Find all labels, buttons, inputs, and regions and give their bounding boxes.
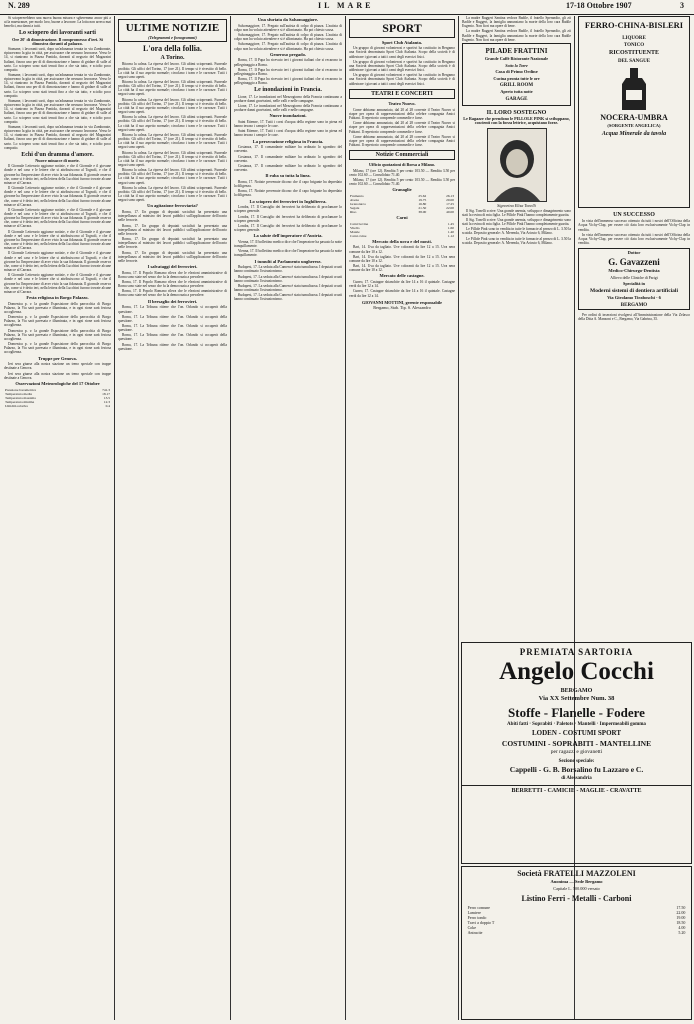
dentist-ad <box>578 248 690 310</box>
listino-row <box>467 930 687 935</box>
article-body-eco: Il Giornale Letterario aggiunse notizie, e che il Giornale e il giovane donde e nel caso e le lettere che si attribuiscono al Tognoli, e che il giovane ha l'impressione di aver visto la sua fidanzata. Il giornale osserva che, come si è detto ieri, nella lettera della Lucchini furono trovate alcune minacce al Carrara. <box>4 164 111 185</box>
article-body-uova: Bari, 14. Uva da tagliato. Uve coloranti da lire 12 a 15. Uva nera comune da lire 10 a 12. <box>349 264 455 273</box>
headline-torino: A Torino. <box>160 55 185 62</box>
article-body-francia: Lione, 17. Le inondazioni nel Mezzogiorno della Francia continuano a produrre danni gravissimi, nelle valli e nelle campagne. <box>234 94 342 103</box>
weather-row-cell: 741.3 <box>102 387 110 392</box>
article-body-follia: Ritorna la calma. La ripresa del lavoro. Gli ultimi scioperanti. Funerale proibito. Gli uffici del Torino, 17 (ore 21). Il tempo si è rivestito di bello. La città ha il suo aspetto normale; circolano i tram e le carrozze. Tutti i negozi sono aperti. <box>118 132 227 150</box>
column-rule <box>458 16 459 1020</box>
carni-table <box>349 222 455 238</box>
bisleri-line3: RICOSTITUENTE <box>608 50 659 57</box>
dentist-title: Dottor <box>627 250 641 256</box>
headline-osservazioni: Osservazioni Meteorologiche del 17 Ottobre <box>15 380 100 386</box>
dentist-city: BERGAMO <box>620 302 648 308</box>
column-rule <box>230 16 231 1020</box>
bottle-icon <box>614 66 654 112</box>
article-body-nuove-inondazioni: Saint Etienne, 17. Tutti i corsi d'acqua della regione sono in piena ed hanno invaso i campi e le case. <box>234 119 342 129</box>
headline-pregado: Generoso pregado. <box>269 51 307 57</box>
article-body-sport: Un gruppo di giovani volonterosi e sportivi ha costituito in Bergamo una Società denominata Sport Club Atalanta. Scopo della società è di addestrare i giovani a tutti i rami degli esercizi fisici. <box>349 59 455 73</box>
sport-box <box>349 19 455 38</box>
mazzoleni-sub2: Capitale L. 500.000 versato <box>553 886 600 892</box>
article-body-truppe: Ieri sera giunse alla nostra stazione un treno speciale con truppe destinate a Genova. <box>4 362 111 371</box>
listino-row-cell: Lamiere <box>467 909 481 915</box>
subhead-sciopero: Ore 20' di dimostrazione. Il compromesso d'ieri. Si dimostra davanti al palazzo. <box>12 36 103 46</box>
cocchi-alessandria: di Alessandria <box>561 775 592 781</box>
article-body-pregado: Roma, 17. Il Papa ha ricevuto ieri i giovani italiani che si recarono in pellegrinaggio a Roma. <box>234 77 342 86</box>
mazzoleni-sub: Anonima — Sede Bergamo <box>550 879 603 885</box>
carni-row-cell: Maiale <box>350 229 360 234</box>
bisleri-title: FERRO-CHINA-BISLERI <box>584 20 684 30</box>
article-body-follia: Ritorna la calma. La ripresa del lavoro. Gli ultimi scioperanti. Funerale proibito. Gli uffici del Torino, 17 (ore 21). Il tempo si è rivestito di bello. La città ha il suo aspetto normale; circolano i tram e le carrozze. Tutti i negozi sono aperti. <box>118 185 227 203</box>
headline-bersaglio: Il bersaglio dei ferrovieri. <box>147 298 198 304</box>
headline-ruba: Il ruba su tutta la linea. <box>265 173 311 179</box>
teatri-box <box>349 89 455 99</box>
granaglie-row-cell: Riso <box>350 209 357 214</box>
mazzoleni-listino: Listino Ferri - Metalli - Carboni <box>521 893 632 903</box>
nocera-title: NOCERA-UMBRA <box>600 112 668 122</box>
frattini-line5: Aperto tutta notte <box>500 89 533 95</box>
weather-row-cell: 0.4 <box>105 403 110 408</box>
article-body-borsa: Milano, 17 (ore 12). Rendita 5 per cento 103.50 — Rendita 3.50 per cento 102.60 — Consolidato 71.40. <box>349 177 455 187</box>
granaglie-row-cell: 21.50 <box>418 205 427 210</box>
granaglie-row-cell: 20.00 <box>446 197 454 202</box>
article-body-uova: Bari, 14. Uva da tagliato. Uve coloranti da lire 12 a 15. Uva nera comune da lire 10 a 12. <box>349 245 455 254</box>
article-intro: Si sciopererebbero una nuova buona misura e sgheremmo ancor più a ai la maestranze, per modo loro, buone a lavorare. La lotta non arreca mai benefici, ma danni a tutti. <box>4 16 111 29</box>
article-body-teatro: Come abbiamo annunziato, dal 20 al 28 corrente il Teatro Nuovo si riapre per opera di rappresentazioni della celebre compagnia Amici Fabiani. Il repertorio comprende commedie e farse. <box>349 107 455 121</box>
article-body-eco: Il Giornale Letterario aggiunse notizie, e che il Giornale e il giovane donde e nel caso e le lettere che si attribuiscono al Tognoli, e che il giovane ha l'impressione di aver visto la sua fidanzata. Il giornale osserva che, come si è detto ieri, nella lettera della Lucchini furono trovate alcune minacce al Carrara. <box>4 207 111 229</box>
masthead: IL MARE <box>318 1 374 10</box>
headline-sciopero: Lo sciopero dei lavoranti sarti <box>19 30 96 37</box>
frattini-line1: Sotto la Torre <box>505 62 528 68</box>
article-body-persecuzione: Costanza, 17. Il comandante militare ha ordinato lo sgombro del convento. <box>234 154 342 163</box>
frattini-line2: Casa di Primo Ordine <box>495 68 538 74</box>
bisleri-ad <box>578 16 690 208</box>
bisleri-line2: TONICO <box>623 43 645 49</box>
headline-francia: Le inondazioni in Francia. <box>254 87 322 94</box>
dentist-addr: Via Girolamo Tiraboschi - 6 <box>607 295 661 301</box>
listino-row-cell: Travi a doppio T <box>467 919 495 925</box>
issue-date: 17-18 Ottobre 1907 <box>566 1 632 10</box>
weather-row-cell: Temperatura minima <box>5 399 35 404</box>
portrait-caption: Signorina Elisa Tonelli <box>497 202 536 208</box>
headline-follia: L'ora della follia. <box>143 43 202 53</box>
cocchi-ragazzi: per ragazzi e giovanetti <box>550 748 603 755</box>
carni-row-cell: 1.60 <box>447 225 454 230</box>
weather-row <box>4 404 111 408</box>
article-body-bersaglio: Roma, 17. La Tribuna ritiene che l'on. Orlando si occuperà della questione. <box>118 333 227 342</box>
article-body-festa: Domenica p. v. la grande Esposizione della parrocchia di Borgo Palazzo, la Via sarà pavesata e illuminata, e in ogni rione sarà festosa accoglienza. <box>4 301 111 314</box>
article-body-sport: Un gruppo di giovani volonterosi e sportivi ha costituito in Bergamo una Società denominata Sport Club Atalanta. Scopo della società è di addestrare i giovani a tutti i rami degli esercizi fisici. <box>349 46 455 59</box>
weather-row-cell: 18.17 <box>102 391 110 396</box>
article-body-persecuzione: Costanza, 17. Il comandante militare ha ordinato lo sgombro del convento. <box>234 145 342 154</box>
article-body-agitazione: Roma, 17. Un gruppo di deputati socialisti ha presentato una interpellanza al ministro dei lavori pubblici sull'applicazione dell'orario nelle ferrovie. <box>118 210 227 223</box>
cocchi-cappelli: Cappelli - G. B. Borsalino fu Lazzaro e C. <box>509 764 644 774</box>
article-body-sciopero: Stamane, i lavoranti sarti, dopo un'adunanza tenuta in via Zambonate, ripiacevano la gita in città, per assicurare che nessuno lavorasse. Verso le 14, si riunirono in Piazza Pontida, davanti al negozio del Magazzini Italiani, finora uno per dì di dimostrazione e hanno di gridare dì sulle al sarto. Lo sciopero sono stati tenuti fino a che sia tutto, e sciolto poco compatto. <box>4 98 111 124</box>
article-body-pink2: Le Pillole Pink sono in vendita in tutte le farmacie al prezzo di L. 3.50 la scatola. Deposito generale: A. Merenda, Via Ariosto 6, Milano. <box>462 227 571 236</box>
granaglie-row <box>349 210 455 214</box>
article-body-sciopero: Stamane, i lavoranti sarti, dopo un'adunanza tenuta in via Zambonate, ripiacevano la gita in città, per assicurare che nessuno lavorasse. Verso le 14, si riunirono in Piazza Pontida, davanti al negozio del Magazzini Italiani, finora uno per dì di dimostrazione e hanno di gridare dì sulle al sarto. Lo sciopero sono stati tenuti fino a che sia tutto, e sciolto poco compatto. <box>4 124 111 150</box>
dentist-role: Medico-Chirurgo-Dentista <box>608 268 660 274</box>
sport-title: SPORT <box>382 21 422 35</box>
article-body-castagne: Cuneo, 17. Castagne sbianchite da lire 14 a 16 il quintale. Castagne verdi da lire 12 a 14. <box>349 289 455 298</box>
cocchi-berretti: BERRETTI - CAMICIE - MAGLIE - CRAVATTE <box>462 785 691 794</box>
article-body-pink2: Le Pillole Pink sono in vendita in tutte le farmacie al prezzo di L. 3.50 la scatola. Deposito generale: A. Merenda, Via Ariosto 6, Milano. <box>462 236 571 245</box>
dentist-spec2: Moderni sistemi di dentiera artificiali <box>590 287 678 294</box>
weather-table <box>4 388 111 408</box>
cocchi-sezione: Sezione speciale: <box>558 758 595 764</box>
article-body-follia: Ritorna la calma. La ripresa del lavoro. Gli ultimi scioperanti. Funerale proibito. Gli uffici del Torino, 17 (ore 21). Il tempo si è rivestito di bello. La città ha il suo aspetto normale; circolano i tram e le carrozze. Tutti i negozi sono aperti. <box>118 62 227 79</box>
cocchi-costumini: COSTUMINI - SOPRABITI - MANTELLINE <box>501 739 652 749</box>
headline-uova: Mercato della uova e del mosti. <box>372 238 432 244</box>
frattini-title: PILADE FRATTINI <box>485 46 548 55</box>
column-6 <box>578 16 690 640</box>
dentist-spec: Specialità in <box>623 281 645 287</box>
article-body-follia: Ritorna la calma. La ripresa del lavoro. Gli ultimi scioperanti. Funerale proibito. Gli uffici del Torino, 17 (ore 21). Il tempo si è rivestito di bello. La città ha il suo aspetto normale; circolano i tram e le carrozze. Tutti i negozi sono aperti. <box>118 168 227 185</box>
notizie-subtitle: Ufficio quotazioni di Borsa a Milano. <box>368 162 436 168</box>
page-header <box>0 0 694 15</box>
listino-table <box>467 905 687 935</box>
article-body-pink: Il Sig. Tonelli scrive: Una grande anemia, sviluppo e dimagrimento sono stati la rovina di mia figlia. Le Pillole Pink l'hanno completamente guarita. <box>462 208 571 217</box>
granaglie-row-cell: 16.80 <box>418 201 427 206</box>
headline-eco: Echi d'un dramma d'amore. <box>21 151 94 158</box>
bisleri-line4: DEL SANGUE <box>617 58 651 64</box>
article-body-borsa: Milano, 17 (ore 12). Rendita 5 per cento 103.50 — Rendita 3.50 per cento 102.60 — Consolidato 71.40. <box>349 168 455 177</box>
article-body-bersaglio: Roma, 17. La Tribuna ritiene che l'on. Orlando si occuperà della questione. <box>118 305 227 314</box>
article-body-truppe: Ieri sera giunse alla nostra stazione un treno speciale con truppe destinate a Genova. <box>4 371 111 380</box>
column-rule <box>114 16 115 1020</box>
dentist-sub: Allievo delle Cliniche di Parigi <box>610 276 658 281</box>
headline-persecuzione: La persecuzione religiosa in Francia. <box>252 138 324 144</box>
article-body-ruba: Roma, 17. Notizie pervenute dicono che il capo brigante ha depredato la diligenza. <box>234 189 342 198</box>
granaglie-row-cell: 38.00 <box>418 209 427 214</box>
column-3 <box>234 16 342 1022</box>
article-body-salsomaggiore: Salsomaggiore, 17. Pregato sull'autista di colpo di piazza. L'autista di colpo non ha voluto attendere e si è allontanato. Ha poi chiesto scusa. <box>234 23 342 32</box>
headline-castagne: Mercato delle castagne. <box>379 273 425 279</box>
cocchi-city: BERGAMO <box>560 687 593 694</box>
article-body-sport: Un gruppo di giovani volonterosi e sportivi ha costituito in Bergamo una Società denominata Sport Club Atalanta. Scopo della società è di addestrare i giovani a tutti i rami degli esercizi fisici. <box>349 73 455 86</box>
headline-sostegno: IL LORO SOSTEGNO <box>486 109 547 116</box>
frattini-line6: GARAGE <box>505 96 528 102</box>
subhead-eco: Nuove minacce di morte. <box>35 158 80 164</box>
article-body-teatro: Come abbiamo annunziato, dal 20 al 28 corrente il Teatro Nuovo si riapre per opera di rappresentazioni della celebre compagnia Amici Fabiani. Il repertorio comprende commedie e farse. <box>349 134 455 147</box>
headline-nuove-inondazioni: Nuove inondazioni. <box>269 113 307 119</box>
ultime-notizie-title: ULTIME NOTIZIE <box>125 22 220 34</box>
granaglie-row-cell: 40.00 <box>446 209 454 214</box>
granaglie-row-cell: Avena <box>350 197 359 202</box>
cocchi-stoffe: Stoffe - Flanelle - Fodere <box>508 704 645 720</box>
article-body-follia: Ritorna la calma. La ripresa del lavoro. Gli ultimi scioperanti. Funerale proibito. Gli uffici del Torino, 17 (ore 21). Il tempo si è rivestito di bello. La città ha il suo aspetto normale; circolano i tram e le carrozze. Tutti i negozi sono aperti. <box>118 115 227 132</box>
headline-tumulti: I tumulti al Parlamento ungherese. <box>254 258 322 264</box>
headline-teatro-nuovo: Teatro Nuovo. <box>388 101 416 107</box>
article-body-agitazione: Roma, 17. Un gruppo di deputati socialisti ha presentato una interpellanza al ministro dei lavori pubblici sull'applicazione dell'orario nelle ferrovie. <box>118 250 227 263</box>
subhead-sostegno: Le Ragazze che prendono le PILLOLE PINK si sviluppano, coscienti con la forza lettrice, acquistano forze. <box>463 116 570 126</box>
cocchi-title: PREMIATA SARTORIA <box>519 647 634 657</box>
article-body-tumulti: Budapest, 17. La seduta alla Camera è stata tumultuosa. I deputati croati hanno continuato l'ostruzionismo. <box>234 265 342 274</box>
inserzioni-text: Per ordini di inserzioni rivolgersi all'Amministrazione della Via Zelasco della Ditta A. Manzoni e C., Bergamo, Via Gabrina, 35. <box>578 313 690 322</box>
article-body-tumulti: Budapest, 17. La seduta alla Camera è stata tumultuosa. I deputati croati hanno continuato l'ostruzionismo. <box>234 293 342 302</box>
mazzoleni-ad <box>461 866 692 1020</box>
frattini-subtitle: Grande Caffè Ristorante Nazionale <box>484 56 549 62</box>
granaglie-row-cell: Frumento <box>350 193 364 198</box>
column-5 <box>462 16 571 640</box>
listino-row-cell: Antracite <box>467 929 483 935</box>
notizie-commerciali-title: Notizie Commerciali <box>375 152 429 159</box>
column-1 <box>4 16 111 1022</box>
carni-row-cell: Carni ovine <box>350 233 367 238</box>
notizie-commerciali-box <box>349 150 455 160</box>
granaglie-row-cell: 17.25 <box>446 201 454 206</box>
article-body-imperatore: Vienna, 17. Il bollettino medico dice che l'imperatore ha passato la notte tranquillamente. <box>234 249 342 258</box>
column-2 <box>118 16 227 1022</box>
headline-imperatore: La salute dell'imperatore d'Austria. <box>253 233 323 239</box>
tipografia: Bergamo, Stab. Tip. S. Alessandro <box>373 304 431 310</box>
article-body-sciopero: Stamane, i lavoranti sarti, dopo un'adunanza tenuta in via Zambonate, ripiacevano la gita in città, per assicurare che nessuno lavorasse. Verso le 14, si riunirono in Piazza Pontida, davanti al negozio del Magazzini Italiani, finora uno per dì di dimostrazione e hanno di gridare dì sulle al sarto. Lo sciopero sono stati tenuti fino a che sia tutto, e sciolto poco compatto. <box>4 47 111 72</box>
carni-row-cell: 1.40 <box>447 229 454 234</box>
listino-row-cell: Ferro comune <box>467 904 490 910</box>
granaglie-row-cell: 25.62 <box>418 193 427 198</box>
cocchi-abiti: Abiti fatti · Soprabiti · Paletots · Mantelli · Impermeabili gomma <box>507 722 646 728</box>
frattini-line3: Cucina pronta tutte le ore <box>493 75 540 81</box>
article-body-teatro: Come abbiamo annunziato, dal 20 al 28 corrente il Teatro Nuovo si riapre per opera di rappresentazioni della celebre compagnia Amici Fabiani. Il repertorio comprende commedie e farse. <box>349 121 455 134</box>
column-rule <box>345 16 346 1020</box>
article-body-follia: Ritorna la calma. La ripresa del lavoro. Gli ultimi scioperanti. Funerale proibito. Gli uffici del Torino, 17 (ore 21). Il tempo si è rivestito di bello. La città ha il suo aspetto normale; circolano i tram e le carrozze. Tutti i negozi sono aperti. <box>118 80 227 97</box>
article-body-salsomaggiore: Salsomaggiore, 17. Pregato sull'autista di colpo di piazza. L'autista di colpo non ha voluto attendere e si è allontanato. Ha poi chiesto scusa. <box>234 33 342 42</box>
article-body-tumulti: Budapest, 17. La seduta alla Camera è stata tumultuosa. I deputati croati hanno continuato l'ostruzionismo. <box>234 274 342 283</box>
weather-row-cell: 13.5 <box>103 395 110 400</box>
portrait-image <box>487 128 547 202</box>
listino-row-cell: Ferro tondo <box>467 914 487 920</box>
nocera-slogan: Acqua Minerale da tavola <box>601 131 667 138</box>
weather-row-cell: Temperatura media <box>5 391 33 396</box>
obituary-text: La madre Ruggeri Santina vedova Badile, il fratello Sperandio, gli zii Badile e Ruggeri, la famiglia annunziano la morte della loro cara Badile Eugenio. Non fiori ma opere di bene. <box>462 29 571 42</box>
article-body-eco: Il Giornale Letterario aggiunse notizie, e che il Giornale e il giovane donde e nel caso e le lettere che si attribuiscono al Tognoli, e che il giovane ha l'impressione di aver visto la sua fidanzata. Il giornale osserva che, come si è detto ieri, nella lettera della Lucchini furono trovate alcune minacce al Carrara. <box>4 251 111 273</box>
article-body-eco: Il Giornale Letterario aggiunse notizie, e che il Giornale e il giovane donde e nel caso e le lettere che si attribuiscono al Tognoli, e che il giovane ha l'impressione di aver visto la sua fidanzata. Il giornale osserva che, come si è detto ieri, nella lettera della Lucchini furono trovate alcune minacce al Carrara. <box>4 186 111 207</box>
article-body-successo: In vista dell'immenso successo ottenuto da tutti i nostri dell'Officina della Acqua Vichy-Clap, per essere ciò data loro esclusivamente Vichy-Clap in vendita. <box>578 232 690 246</box>
article-body-bersaglio: Roma, 17. La Tribuna ritiene che l'on. Orlando si occuperà della questione. <box>118 323 227 333</box>
listino-row-cell: 5.20 <box>678 929 686 935</box>
article-body-inghilterra: Londra, 17. Il Consiglio dei ferrovieri ha deliberato di proclamare lo sciopero generale. <box>234 214 342 223</box>
carni-row-cell: Carni bovine <box>350 221 369 226</box>
cocchi-address: Via XX Settembre Num. 38 <box>538 694 615 702</box>
headline-sport: Sport Club Atalanta. <box>381 39 423 45</box>
article-body-castagne: Cuneo, 17. Castagne sbianchite da lire 14 a 16 il quintale. Castagne verdi da lire 12 a 14. <box>349 280 455 289</box>
listino-row-cell: 17.50 <box>676 904 686 910</box>
weather-row-cell: Umidità relativa <box>5 403 28 408</box>
column-4 <box>349 16 455 1022</box>
headline-salvataggio: I salvataggi del ferrovieri. <box>147 263 198 269</box>
teatri-title: TEATRI E CONCERTI <box>371 90 433 97</box>
granaglie-row-cell: 26.13 <box>446 193 454 198</box>
article-body-salvataggio: Roma, 17. Il Popolo Romano rileva che le elezioni amministrative di Roma sono state nel senso che fu la democrazia a prevalere. <box>118 280 227 289</box>
article-body-uova: Bari, 14. Uva da tagliato. Uve coloranti da lire 12 a 15. Uva nera comune da lire 10 a 12. <box>349 254 455 263</box>
article-body-festa: Domenica p. v. la grande Esposizione della parrocchia di Borgo Palazzo, la Via sarà pavesata e illuminata, e in ogni rione sarà festosa accoglienza. <box>4 328 111 341</box>
dentist-name: G. Gavazzeni <box>608 256 660 267</box>
article-body-imperatore: Vienna, 17. Il bollettino medico dice che l'imperatore ha passato la notte tranquillamente. <box>234 239 342 249</box>
headline-salsomaggiore: Una sfuriata da Salsomaggiore. <box>257 17 319 22</box>
article-body-pink: Il Sig. Tonelli scrive: Una grande anemia, sviluppo e dimagrimento sono stati la rovina di mia figlia. Le Pillole Pink l'hanno completamente guarita. <box>462 217 571 227</box>
article-body-francia: Lione, 17. Le inondazioni nel Mezzogiorno della Francia continuano a produrre danni gravissimi, nelle valli e nelle campagne. <box>234 103 342 113</box>
weather-row-cell: 12.3 <box>103 399 110 404</box>
article-body-agitazione: Roma, 17. Un gruppo di deputati socialisti ha presentato una interpellanza al ministro dei lavori pubblici sull'applicazione dell'orario nelle ferrovie. <box>118 237 227 250</box>
listino-row-cell: 19.00 <box>676 914 686 920</box>
page-number-left: N. 289 <box>8 1 30 10</box>
granaglie-table <box>349 194 455 214</box>
article-body-pregado: Roma, 17. Il Papa ha ricevuto ieri i giovani italiani che si recarono in pellegrinaggio a Roma. <box>234 67 342 76</box>
article-body-bersaglio: Roma, 17. La Tribuna ritiene che l'on. Orlando si occuperà della questione. <box>118 342 227 351</box>
article-body-tumulti: Budapest, 17. La seduta alla Camera è stata tumultuosa. I deputati croati hanno continuato l'ostruzionismo. <box>234 283 342 293</box>
weather-row-cell: Pressione barometrica <box>5 387 37 392</box>
article-body-eco: Il Giornale Letterario aggiunse notizie, e che il Giornale e il giovane donde e nel caso e le lettere che si attribuiscono al Tognoli, e che il giovane ha l'impressione di aver visto la sua fidanzata. Il giornale osserva che, come si è detto ieri, nella lettera della Lucchini furono trovate alcune minacce al Carrara. <box>4 273 111 294</box>
listino-row-cell: 18.50 <box>676 919 686 925</box>
ultime-notizie-box <box>118 19 227 42</box>
article-body-persecuzione: Costanza, 17. Il comandante militare ha ordinato lo sgombro del convento. <box>234 163 342 173</box>
article-body-salvataggio: Roma, 17. Il Popolo Romano rileva che le elezioni amministrative di Roma sono state nel senso che fu la democrazia a prevalere. <box>118 289 227 298</box>
headline-granaglie: Granaglie <box>392 187 412 193</box>
bisleri-line1: LIQUORE <box>622 35 646 41</box>
cocchi-ad <box>461 642 692 864</box>
frattini-line4: GRILL ROOM <box>499 83 534 88</box>
article-body-nuove-inondazioni: Saint Etienne, 17. Tutti i corsi d'acqua della regione sono in piena ed hanno invaso i campi e le case. <box>234 129 342 138</box>
nocera-subtitle: (SORGENTE ANGELICA) <box>607 123 661 129</box>
mazzoleni-title: Società FRATELLI MAZZOLENI <box>517 869 636 878</box>
headline-festa: Festa religiosa in Borgo Palazzo. <box>26 294 89 300</box>
headline-truppe: Truppe per Genova. <box>38 355 77 361</box>
article-body-inghilterra: Londra, 17. Il Consiglio dei ferrovieri ha deliberato di proclamare lo sciopero generale. <box>234 223 342 233</box>
cocchi-loden: LODEN - COSTUMI SPORT <box>531 728 621 737</box>
article-body-salvataggio: Roma, 17. Il Popolo Romano rileva che le elezioni amministrative di Roma sono state nel senso che fu la democrazia a prevalere. <box>118 270 227 279</box>
article-body-festa: Domenica p. v. la grande Esposizione della parrocchia di Borgo Palazzo, la Via sarà pavesata e illuminata, e in ogni rione sarà festosa accoglienza. <box>4 315 111 328</box>
listino-row-cell: 22.00 <box>676 909 686 915</box>
article-body-agitazione: Roma, 17. Un gruppo di deputati socialisti ha presentato una interpellanza al ministro dei lavori pubblici sull'applicazione dell'orario nelle ferrovie. <box>118 223 227 236</box>
article-body-eco: Il Giornale Letterario aggiunse notizie, e che il Giornale e il giovane donde e nel caso e le lettere che si attribuiscono al Tognoli, e che il giovane ha l'impressione di aver visto la sua fidanzata. Il giornale osserva che, come si è detto ieri, nella lettera della Lucchini furono trovate alcune minacce al Carrara. <box>4 229 111 251</box>
cocchi-name: Angelo Cocchi <box>499 658 654 686</box>
headline-inghilterra: Lo sciopero dei ferrovieri in Inghilterra. <box>249 198 327 204</box>
article-body-successo: In vista dell'immenso successo ottenuto da tutti i nostri dell'Officina della Acqua Vichy-Clap, per essere ciò data loro esclusivamente Vichy-Clap in vendita. <box>578 219 690 232</box>
granaglie-row-cell: 22.00 <box>446 205 454 210</box>
carni-row-cell: Vitello <box>350 225 360 230</box>
article-body-inghilterra: Londra, 17. Il Consiglio dei ferrovieri ha deliberato di proclamare lo sciopero generale. <box>234 205 342 214</box>
headline-carni: Carni <box>396 214 408 220</box>
page-number-right: 3 <box>680 1 684 10</box>
article-body-ruba: Roma, 17. Notizie pervenute dicono che il capo brigante ha depredato la diligenza. <box>234 179 342 189</box>
carni-row <box>349 234 455 238</box>
gerente: GIOVANNI MOTTINI, gerente responsabile <box>361 299 443 305</box>
listino-row-cell: Coke <box>467 924 477 930</box>
frattini-ad <box>462 43 571 106</box>
headline-agitazione: Un agitazione ferroviaria? <box>147 203 198 209</box>
carni-row-cell: 1.12 <box>447 233 454 238</box>
obituary-text: La madre Ruggeri Santina vedova Badile, il fratello Sperandio, gli zii Badile e Ruggeri, la famiglia annunziano la morte della loro cara Badile Eugenio. Non fiori ma opere di bene. <box>462 16 571 29</box>
article-body-pregado: Roma, 17. Il Papa ha ricevuto ieri i giovani italiani che si recarono in pellegrinaggio a Roma. <box>234 58 342 67</box>
granaglie-row-cell: 19.75 <box>418 197 427 202</box>
article-body-follia: Ritorna la calma. La ripresa del lavoro. Gli ultimi scioperanti. Funerale proibito. Gli uffici del Torino, 17 (ore 21). Il tempo si è rivestito di bello. La città ha il suo aspetto normale; circolano i tram e le carrozze. Tutti i negozi sono aperti. <box>118 97 227 115</box>
article-body-follia: Ritorna la calma. La ripresa del lavoro. Gli ultimi scioperanti. Funerale proibito. Gli uffici del Torino, 17 (ore 21). Il tempo si è rivestito di bello. La città ha il suo aspetto normale; circolano i tram e le carrozze. Tutti i negozi sono aperti. <box>118 150 227 167</box>
article-body-bersaglio: Roma, 17. La Tribuna ritiene che l'on. Orlando si occuperà della questione. <box>118 314 227 323</box>
article-body-festa: Domenica p. v. la grande Esposizione della parrocchia di Borgo Palazzo, la Via sarà pavesata e illuminata, e in ogni rione sarà festosa accoglienza. <box>4 342 111 355</box>
weather-row-cell: Temperatura massima <box>5 395 36 400</box>
carni-row-cell: 1.45 <box>447 221 454 226</box>
listino-row-cell: 4.00 <box>678 924 686 930</box>
ultime-notizie-subtitle: (Telegrammi e fonogrammi) <box>148 34 197 40</box>
granaglie-row-cell: Granoturco <box>350 201 366 206</box>
woman-portrait-icon <box>488 129 546 201</box>
article-body-salsomaggiore: Salsomaggiore, 17. Pregato sull'autista di colpo di piazza. L'autista di colpo non ha voluto attendere e si è allontanato. Ha poi chiesto scusa. <box>234 42 342 51</box>
article-body-sciopero: Stamane, i lavoranti sarti, dopo un'adunanza tenuta in via Zambonate, ripiacevano la gita in città, per assicurare che nessuno lavorasse. Verso le 14, si riunirono in Piazza Pontida, davanti al negozio del Magazzini Italiani, finora uno per dì di dimostrazione e hanno di gridare dì sulle al sarto. Lo sciopero sono stati tenuti fino a che sia tutto, e sciolto poco compatto. <box>4 73 111 98</box>
headline-successo: UN SUCCESSO <box>613 212 655 218</box>
granaglie-row-cell: Segale <box>350 205 360 210</box>
